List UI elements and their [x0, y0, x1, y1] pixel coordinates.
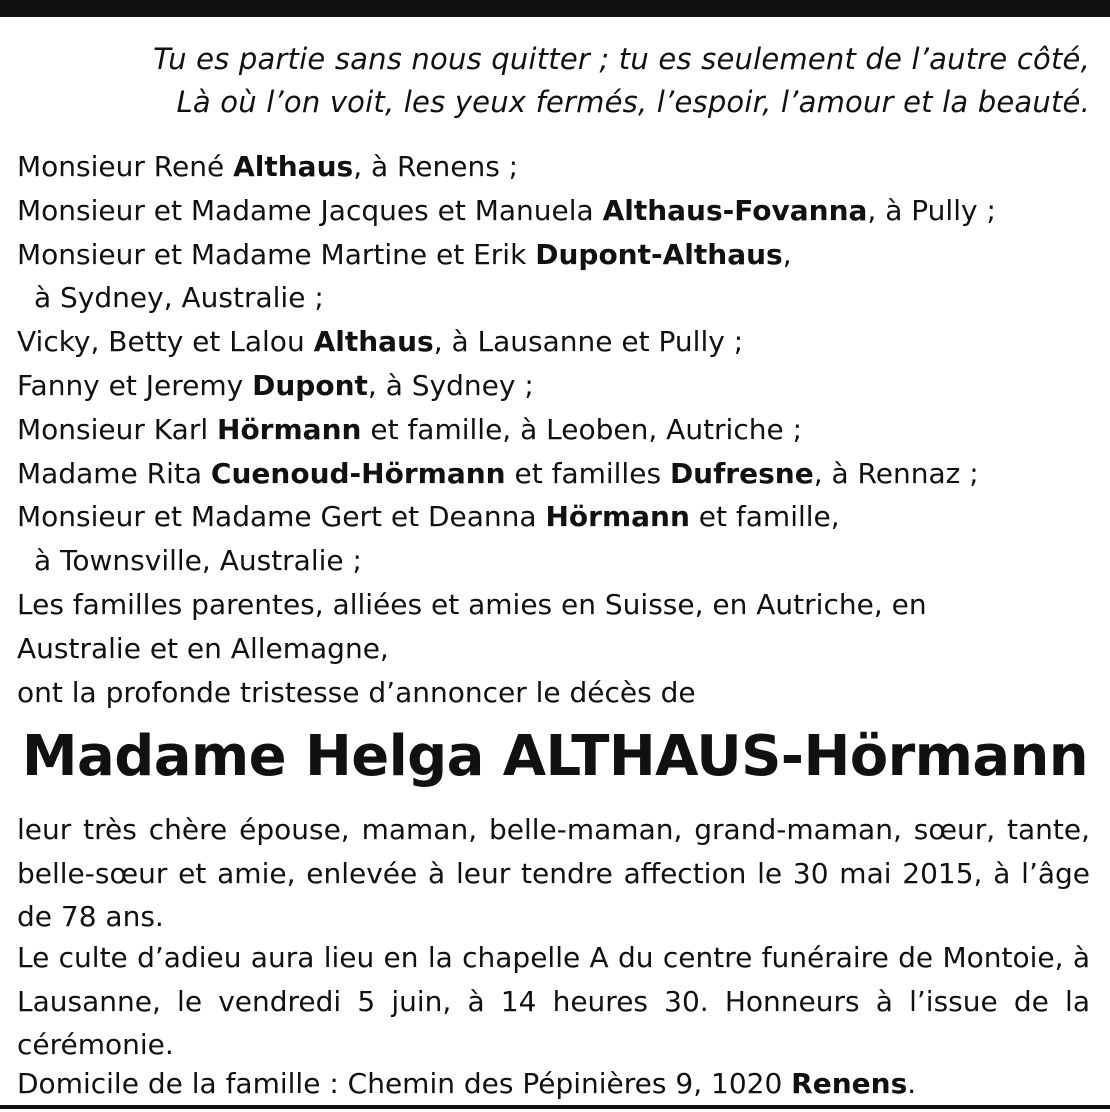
domicile-city: Renens — [791, 1067, 908, 1100]
deceased-description-paragraph: leur très chère épouse, maman, belle-maman, grand-maman, sœur, tante, belle-sœur et amie, enlevée à leur tendre affection le 30 mai 2015, à l’âge de 78 ans. — [17, 813, 1090, 933]
family-text: Madame Rita — [17, 456, 211, 490]
family-text: , à Rennaz ; — [813, 456, 979, 490]
family-text: , à Pully ; — [867, 193, 996, 227]
family-surname: Althaus-Fovanna — [602, 193, 868, 227]
family-line: Les familles parentes, alliées et amies en Suisse, en Autriche, en — [17, 587, 927, 621]
family-surname: Dupont-Althaus — [535, 237, 783, 271]
family-line: à Townsville, Australie ; — [34, 544, 362, 578]
family-domicile-line — [17, 1064, 916, 1104]
family-text: et famille, à Leoben, Autriche ; — [361, 412, 803, 446]
family-text: Monsieur et Madame Gert et Deanna — [17, 500, 546, 534]
family-line — [17, 233, 1097, 277]
family-line — [17, 364, 1097, 408]
family-line: Australie et en Allemagne, — [17, 631, 389, 665]
family-text: , — [782, 237, 792, 271]
family-surname: Hörmann — [217, 412, 362, 446]
family-line — [17, 408, 1097, 452]
family-line — [17, 145, 1097, 189]
family-text: Monsieur et Madame Jacques et Manuela — [17, 193, 603, 227]
domicile-text: Domicile de la famille : Chemin des Pépinières 9, 1020 — [17, 1067, 792, 1100]
family-text: Monsieur et Madame Martine et Erik — [17, 237, 536, 271]
family-surname: Althaus — [313, 325, 434, 359]
poem-line-2: Là où l’on voit, les yeux fermés, l’espoir, l’amour et la beauté. — [176, 85, 1090, 119]
domicile-text: . — [907, 1067, 917, 1100]
family-surname: Dufresne — [669, 456, 814, 490]
deceased-name-heading: Madame Helga ALTHAUS-Hörmann — [21, 724, 1089, 789]
family-text: Monsieur René — [17, 150, 234, 183]
family-line: à Sydney, Australie ; — [34, 281, 324, 315]
family-text: et famille, — [689, 500, 840, 534]
bottom-border-rule — [0, 1105, 1110, 1109]
family-text: Fanny et Jeremy — [17, 368, 253, 402]
family-text: et familles — [505, 456, 670, 490]
family-text: Monsieur Karl — [17, 412, 218, 446]
top-border-rule — [0, 0, 1110, 17]
family-surname: Hörmann — [545, 500, 690, 534]
family-line — [17, 189, 1097, 233]
family-text: Vicky, Betty et Lalou — [17, 325, 314, 359]
family-surname: Dupont — [252, 368, 368, 402]
family-text: , à Lausanne et Pully ; — [433, 325, 744, 359]
family-line — [17, 452, 1097, 496]
family-line — [17, 320, 1097, 364]
family-text: , à Renens ; — [353, 150, 519, 183]
family-surname: Althaus — [233, 150, 354, 183]
announcement-line: ont la profonde tristesse d’annoncer le décès de — [17, 675, 696, 709]
poem-epigraph — [20, 38, 1090, 124]
poem-line-1: Tu es partie sans nous quitter ; tu es seulement de l’autre côté, — [153, 42, 1090, 76]
family-surname: Cuenoud-Hörmann — [210, 456, 506, 490]
family-text: , à Sydney ; — [367, 368, 534, 402]
family-line — [17, 495, 1097, 539]
funeral-service-paragraph: Le culte d’adieu aura lieu en la chapelle A du centre funéraire de Montoie, à Lausanne, le vendredi 5 juin, à 14 heures 30. Honneurs à l’issue de la cérémonie. — [17, 941, 1090, 1061]
family-list — [17, 145, 1097, 714]
